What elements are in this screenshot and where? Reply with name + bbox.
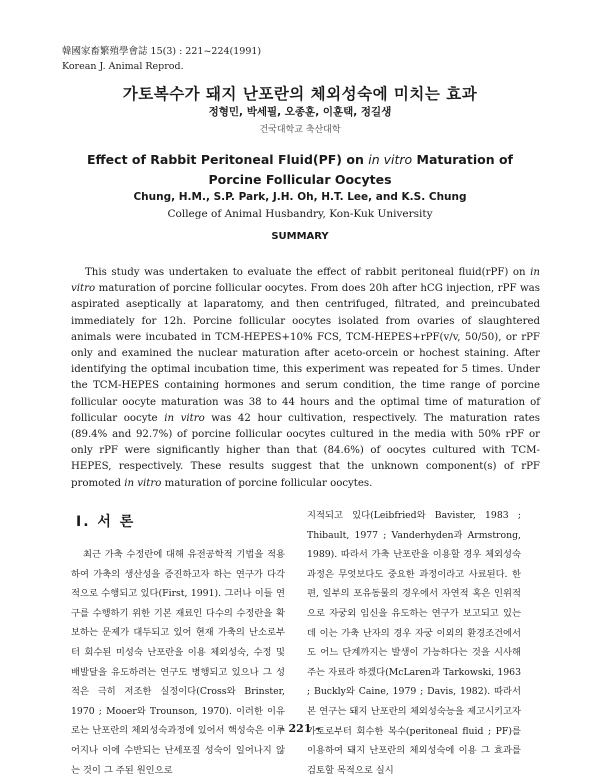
korean-affiliation: 건국대학교 축산대학 — [259, 125, 341, 135]
abstract-text: maturation of porcine follicular oocytes. — [161, 477, 373, 489]
journal-citation-line: 韓國家畜繁殖學會誌 15(3) : 221~224(1991) — [62, 46, 262, 57]
introduction-left-column: 최근 가축 수정란에 대해 유전공학적 기법을 적용하여 가축의 생산성을 증진하고자 하는 연구가 다각적으로 수행되고 있다(First, 1991). 그러나 이들 연구를 수행하기 위한 기본 재료인 다수의 수정란을 확보하는 문제가 대두되고 있어 현재 가축의 난소로부터 회수된 미성숙 난포란을 이용 체외성숙, 수정 및 배발달을 유도하려는 연구도 병행되고 있으나 그 성적은 극히 저조한 실정이다(Cross와 Brinster, 1970 ; Mooer와 Trounson, 1970). 이러한 이유로는 난포란의 체외성숙과정에 있어서 핵성숙은 이루어지나 이에 수반되는 난세포질 성숙이 일어나지 않는 것이 그 주된 원인으로 — [71, 549, 285, 776]
journal-name-line: Korean J. Animal Reprod. — [62, 61, 184, 72]
abstract-text: This study was undertaken to evaluate the effect of rabbit peritoneal fluid(rPF) on — [85, 267, 531, 278]
section-heading-introduction: Ⅰ. 서 론 — [76, 514, 136, 530]
abstract-italic: in vitro — [71, 267, 540, 295]
summary-heading: SUMMARY — [271, 231, 329, 242]
korean-title: 가토복수가 돼지 난포란의 체외성숙에 미치는 효과 — [122, 85, 478, 103]
summary-abstract — [71, 265, 540, 492]
title-text: Effect of Rabbit Peritoneal Fluid(PF) on — [87, 152, 369, 167]
english-title-line1 — [0, 150, 600, 170]
journal-citation — [62, 44, 261, 74]
english-authors: Chung, H.M., S.P. Park, J.H. Oh, H.T. Lee, and K.S. Chung — [133, 191, 467, 203]
introduction-right-column: 지적되고 있다(Leibfried와 Bavister, 1983 ; Thibault, 1977 ; Vanderhyden과 Armstrong, 1989). 따라서 가축 난포란을 이용할 경우 체외성숙과정은 무엇보다도 중요한 과정이라고 사료된다. 한편, 일부의 포유동물의 경우에서 자연적 혹은 인위적으로 자궁외 임신을 유도하는 연구가 보고되고 있는데 이는 가축 난자의 경우 자궁 이외의 환경조건에서도 어느 단계까지는 발생이 가능하다는 것을 시사해 주는 자료라 하겠다(McLaren과 Tarkowski, 1963 ; Buckly와 Caine, 1979 ; Davis, 1982). 따라서 본 연구는 돼지 난포란의 체외성숙능을 제고시키고자 가토로부터 회수한 복수(peritoneal fluid ; PF)를 이용하여 돼지 난포란의 체외성숙에 이용 그 효과를 검토할 목적으로 실시 — [307, 510, 521, 776]
korean-authors: 정형민, 박세필, 오종훈, 이훈택, 정길생 — [208, 106, 392, 118]
title-text-end: Maturation of — [412, 152, 513, 167]
abstract-italic: in vitro — [164, 412, 205, 424]
abstract-italic: in vitro — [124, 477, 162, 489]
abstract-text: maturation of porcine follicular oocytes. From does 20h after hCG injection, rPF was aspirated aseptically at laparatomy, and then centrifuged, filtrated, and preincubated immediately for 12h. Porcine follicular oocytes isolated from ovaries of slaughtered animals were incubated in TCM-HEPES+10% FCS, TCM-HEPES+rPF(v/v, 50/50), or rPF only and examined the nuclear maturation after aceto-orcein or hochest staining. After identifying the optimal incubation time, this experiment was repeated for 5 times. Under the TCM-HEPES containing hormones and serum condition, the time range of porcine follicular oocyte maturation was 38 to 44 hours and the optimal time of maturation of follicular oocyte — [71, 283, 540, 424]
page-number: – 221 – — [279, 722, 321, 735]
english-affiliation: College of Animal Husbandry, Kon-Kuk University — [167, 208, 433, 220]
abstract-text: was 42 hour cultivation, respectively. The maturation rates (89.4% and 92.7%) of porcine follicular oocytes cultured in the media with 50% rPF or only rPF were significantly higher than that (84.6%) of oocytes cultured with TCM-HEPES, respectively. These results suggest that the unknown component(s) of rPF promoted — [71, 412, 541, 489]
english-title — [0, 150, 600, 190]
english-title-line2: Porcine Follicular Oocytes — [208, 172, 392, 187]
title-italic-text: in vitro — [368, 152, 413, 167]
